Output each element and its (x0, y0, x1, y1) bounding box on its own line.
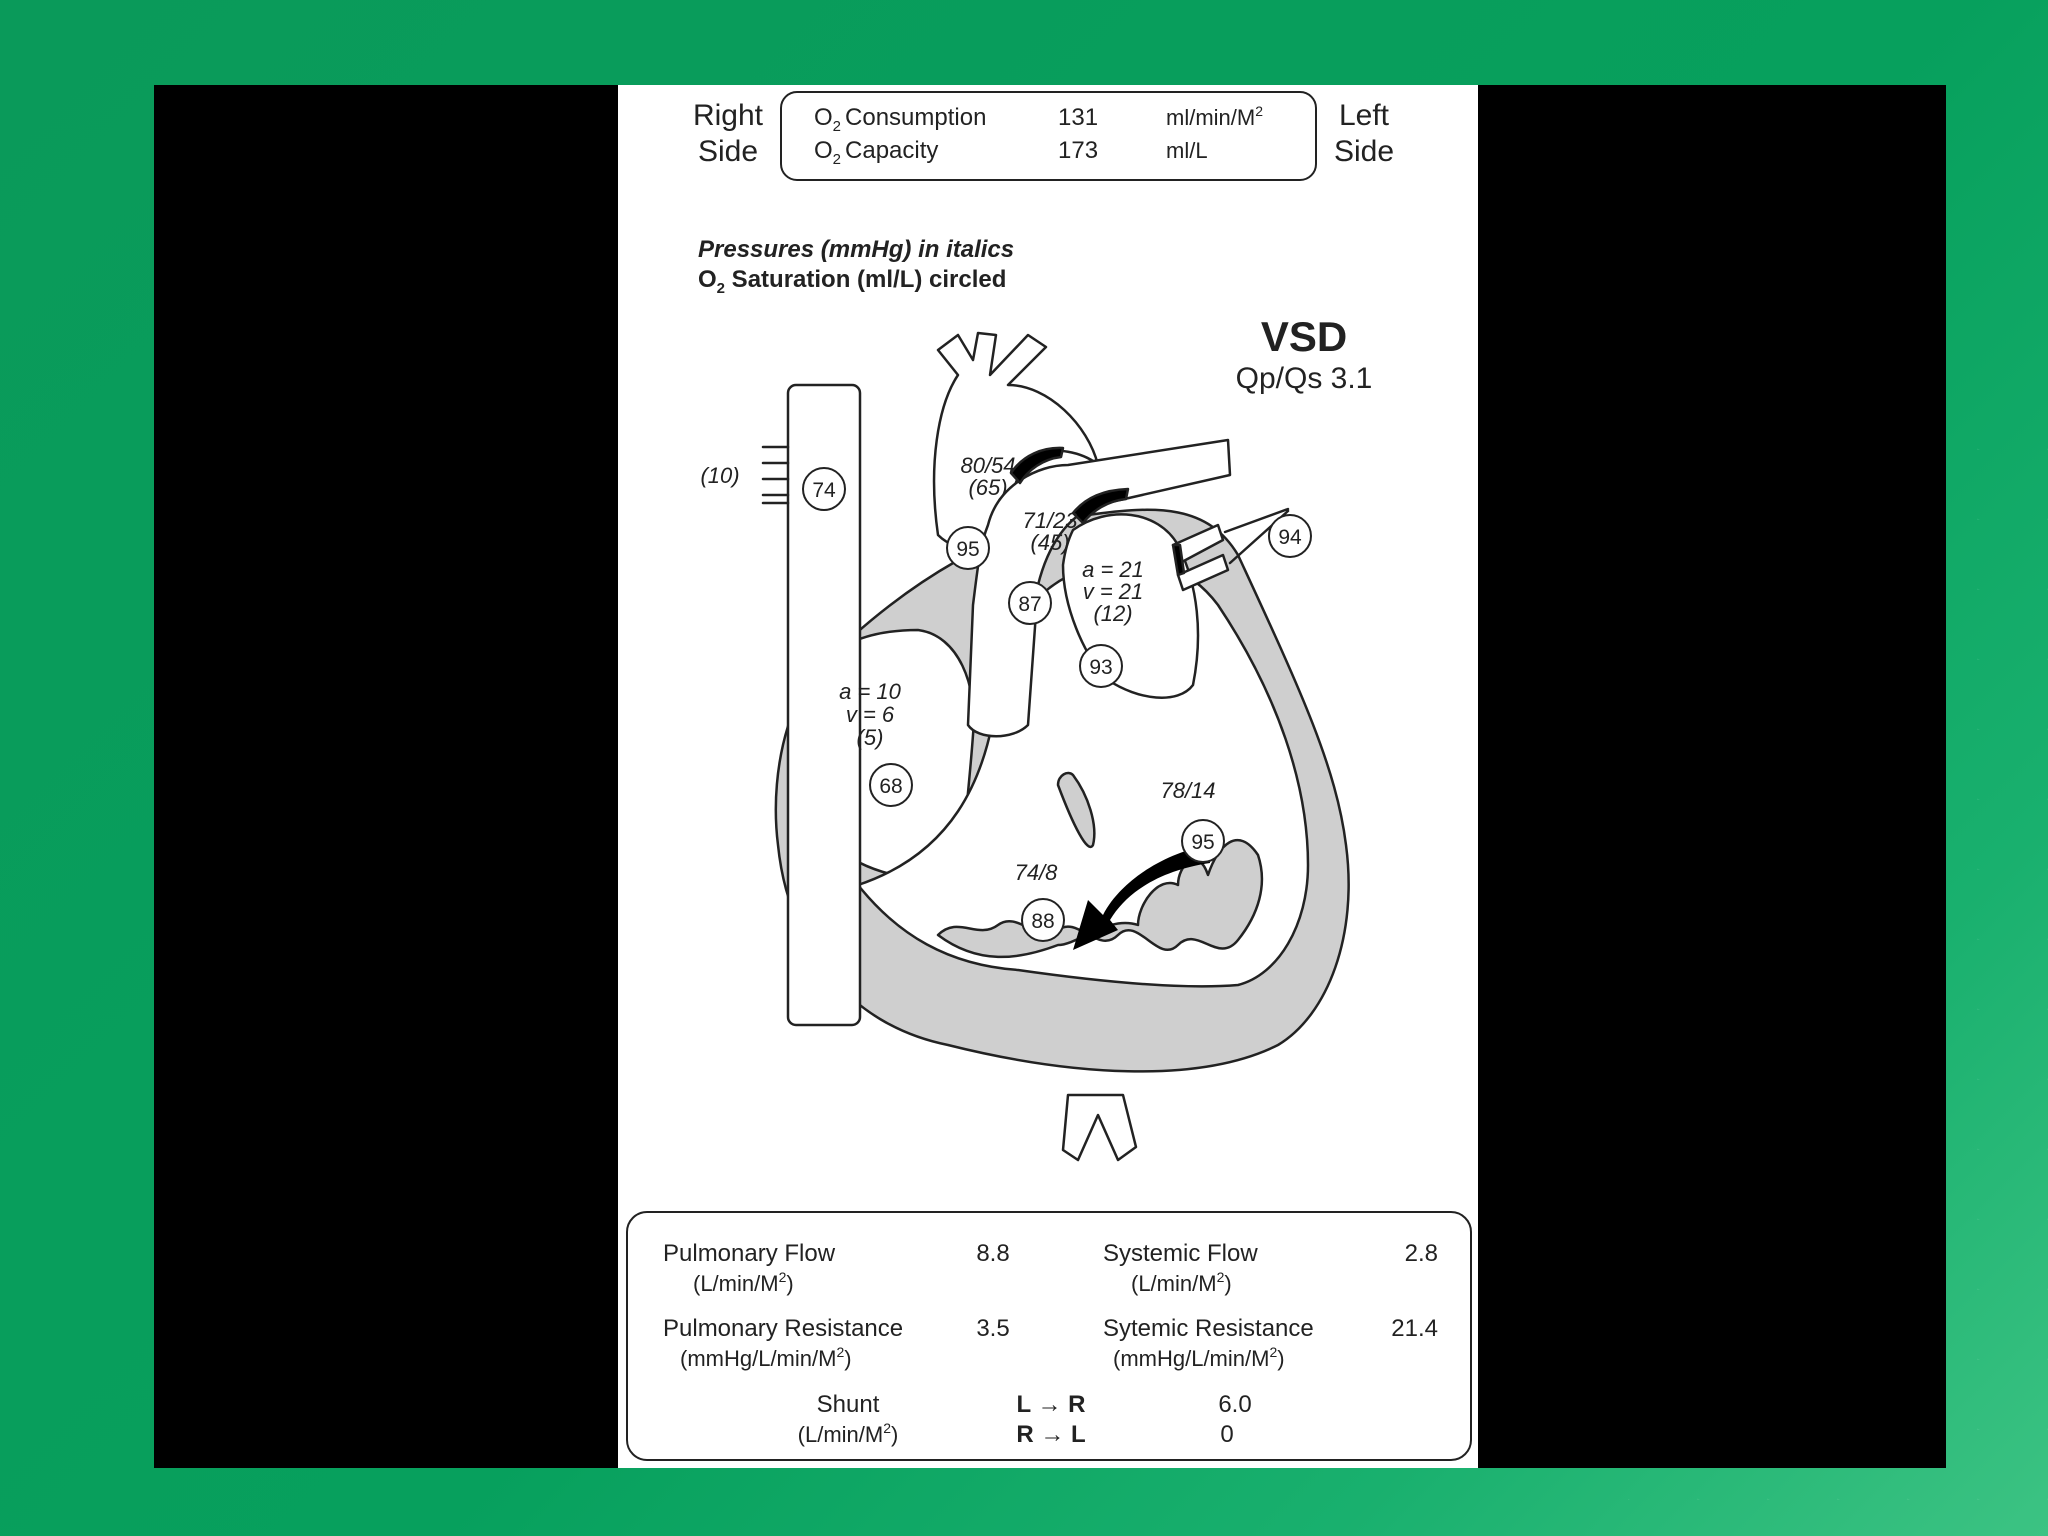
svg-text:68: 68 (879, 775, 903, 798)
la-a-wave: a = 21 (1082, 557, 1144, 582)
o2-consumption-label: $O_2$ Consumption (814, 104, 987, 135)
legend-pressures: Pressures (mmHg) in italics (698, 236, 1015, 263)
svg-text:95: 95 (956, 538, 980, 561)
pulmonary-resistance-unit: $(mmHg/L/\min/M^2)$ (680, 1344, 852, 1371)
la-v-wave: v = 21 (1082, 579, 1144, 604)
o2-consumption-unit: $ml/\min/M^2$ (1166, 103, 1264, 130)
rv-pressure: 74/8 (1014, 860, 1058, 885)
ra-a-wave: a = 10 (839, 679, 901, 704)
pulmonary-flow-label: Pulmonary Flow (663, 1240, 836, 1267)
header (693, 92, 1394, 180)
svg-text:87: 87 (1018, 593, 1042, 616)
aorta-pressure: 80/54 (960, 453, 1016, 478)
la-mean-pressure: (12) (1093, 601, 1133, 626)
shunt-right-to-left-label: R → L (1016, 1421, 1086, 1448)
shunt-label: Shunt (816, 1391, 880, 1418)
results-box (627, 1212, 1471, 1460)
systemic-resistance-unit: $(mmHg/L/\min/M^2)$ (1113, 1344, 1285, 1371)
rv-saturation (1022, 899, 1064, 941)
o2-consumption-value: 131 (1058, 104, 1099, 131)
inferior-vessel (1063, 1095, 1136, 1160)
pulmonary-flow-value: 8.8 (976, 1240, 1010, 1267)
left-side-line1: Left (1338, 99, 1390, 132)
lv-saturation (1182, 820, 1224, 862)
slide (618, 85, 1478, 1468)
lv-pressure: 78/14 (1160, 778, 1216, 803)
systemic-resistance-value: 21.4 (1391, 1315, 1438, 1342)
svc-saturation (803, 468, 845, 510)
ra-mean-pressure: (5) (856, 725, 884, 750)
o2-capacity-label: $O_2$ Capacity (814, 137, 939, 168)
o2-capacity-value: 173 (1058, 137, 1099, 164)
pa-mean-pressure: (45) (1030, 530, 1070, 555)
pa-saturation (1009, 582, 1051, 624)
svg-text:93: 93 (1089, 656, 1113, 679)
svg-text:74: 74 (812, 479, 836, 502)
left-side-line2: Side (1333, 135, 1395, 168)
aorta-mean-pressure: (65) (968, 475, 1008, 500)
ra-v-wave: v = 6 (845, 702, 895, 727)
diagram-title: VSD (1260, 313, 1348, 360)
legend-saturation: $O_2$ Saturation (ml/L) circled (698, 266, 1007, 297)
la-saturation (1080, 645, 1122, 687)
shunt-left-to-right-label: L → R (1016, 1391, 1086, 1418)
o2-capacity-unit: ml/L (1166, 138, 1208, 163)
right-side-line1: Right (692, 99, 764, 132)
shunt-right-to-left-value: 0 (1220, 1421, 1234, 1448)
aorta-saturation (947, 527, 989, 569)
svg-text:94: 94 (1278, 526, 1302, 549)
heart-illustration (763, 333, 1349, 1160)
vsd-hemodynamics-diagram (618, 85, 1478, 1468)
systemic-resistance-label: Sytemic Resistance (1103, 1315, 1314, 1342)
systemic-flow-unit: $(L/\min/M^2)$ (1131, 1269, 1232, 1296)
svg-text:95: 95 (1191, 831, 1215, 854)
pa-pressure: 71/23 (1022, 508, 1078, 533)
pulm-veins-saturation (1269, 515, 1311, 557)
pulmonary-resistance-label: Pulmonary Resistance (663, 1315, 904, 1342)
shunt-unit: $(L/\min/M^2)$ (797, 1420, 899, 1447)
pulmonary-flow-unit: $(L/\min/M^2)$ (693, 1269, 794, 1296)
systemic-flow-label: Systemic Flow (1103, 1240, 1258, 1267)
shunt-left-to-right-value: 6.0 (1218, 1391, 1252, 1418)
ra-saturation (870, 764, 912, 806)
left-vessel-stubs (763, 447, 788, 503)
right-side-line2: Side (697, 135, 759, 168)
pulmonary-resistance-value: 3.5 (976, 1315, 1010, 1342)
qp-qs-ratio: Qp/Qs 3.1 (1235, 362, 1373, 395)
svg-text:88: 88 (1031, 910, 1055, 933)
systemic-flow-value: 2.8 (1404, 1240, 1438, 1267)
svc-pressure: (10) (700, 463, 740, 488)
